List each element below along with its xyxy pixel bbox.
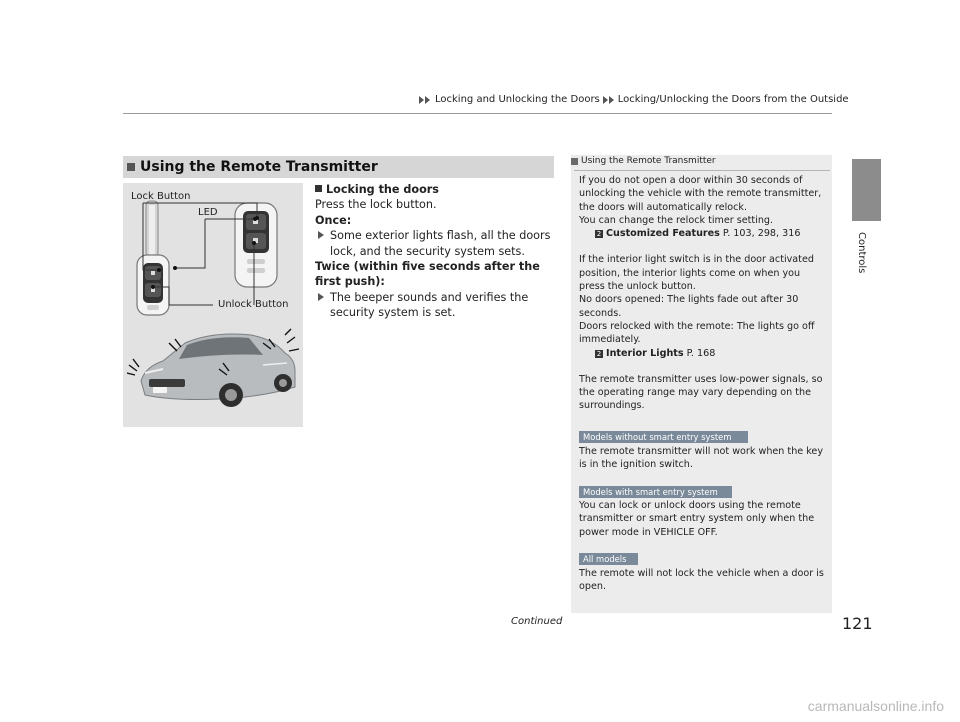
breadcrumb-item-1[interactable]: Locking and Unlocking the Doors [435, 94, 600, 105]
twice-label: Twice (within five seconds after the first push): [315, 260, 540, 289]
result-arrow-icon [318, 293, 324, 301]
intro-text: Press the lock button. [315, 198, 437, 212]
double-arrow-icon [603, 96, 615, 104]
car-icon [141, 334, 295, 407]
continued-label: Continued [511, 616, 563, 627]
reference-icon: 2 [596, 230, 602, 239]
model-chip: Models without smart entry system [579, 431, 748, 443]
reference-icon: 2 [596, 349, 602, 358]
unlock-button-label: Unlock Button [218, 299, 289, 310]
section-bullet-icon [127, 163, 135, 171]
note-icon [571, 158, 578, 165]
note-header: Using the Remote Transmitter [571, 156, 716, 166]
cross-reference[interactable]: 2 Interior Lights P. 168 [596, 347, 716, 359]
led-label: LED [198, 207, 218, 218]
remote-transmitter-figure [123, 183, 303, 427]
note-paragraph: The remote transmitter will not work when the key is in the ignition switch. [579, 446, 824, 471]
subheading: Locking the doors [315, 182, 555, 197]
key-fob-icon [137, 201, 169, 315]
result-arrow-icon [318, 231, 324, 239]
chapter-tab-label: Controls [856, 232, 867, 274]
note-divider [574, 170, 830, 171]
breadcrumb [419, 94, 849, 105]
once-result: Some exterior lights flash, all the doors lock, and the security system sets. [315, 228, 555, 259]
cross-reference[interactable]: 2 Customized Features P. 103, 298, 316 [596, 228, 801, 240]
breadcrumb-item-2[interactable]: Locking/Unlocking the Doors from the Outside [617, 94, 849, 105]
once-label: Once: [315, 213, 352, 227]
model-chip: Models with smart entry system [579, 486, 732, 498]
smart-key-fob-icon [235, 203, 277, 287]
section-title: Using the Remote Transmitter [140, 159, 378, 175]
note-paragraph: The remote will not lock the vehicle when a door is open. [579, 568, 824, 593]
watermark: carmanualsonline.info [807, 698, 944, 714]
heading-bullet-icon [315, 185, 322, 192]
page-number: 121 [842, 614, 873, 633]
note-paragraph: If you do not open a door within 30 seconds of unlocking the vehicle with the remote transmitter, the doors will automatically relock. You can change the relock timer setting. 2 Customized Features P. 103, 298, 316 If the interior light switch is in the door activated position, the interior lights come on when you press the unlock button. No doors opened: The lights fade out after 30 seconds. Doors relocked with the remote: The lights go off immediately. 2 Interior Lights P. 168 The remote transmitter uses low-power signals, so the operating range may vary depending on the surroundings. [579, 174, 825, 413]
section-title-bar [123, 156, 554, 178]
lock-button-label: Lock Button [131, 191, 191, 202]
note-paragraph: You can lock or unlock doors using the remote transmitter or smart entry system only when the power mode in VEHICLE OFF. [579, 500, 815, 538]
double-arrow-icon [419, 96, 431, 104]
chapter-tab[interactable] [852, 159, 881, 221]
model-chip: All models [579, 553, 638, 565]
header-divider [123, 113, 832, 114]
twice-result: The beeper sounds and verifies the security system is set. [315, 290, 555, 321]
main-content [315, 182, 555, 321]
